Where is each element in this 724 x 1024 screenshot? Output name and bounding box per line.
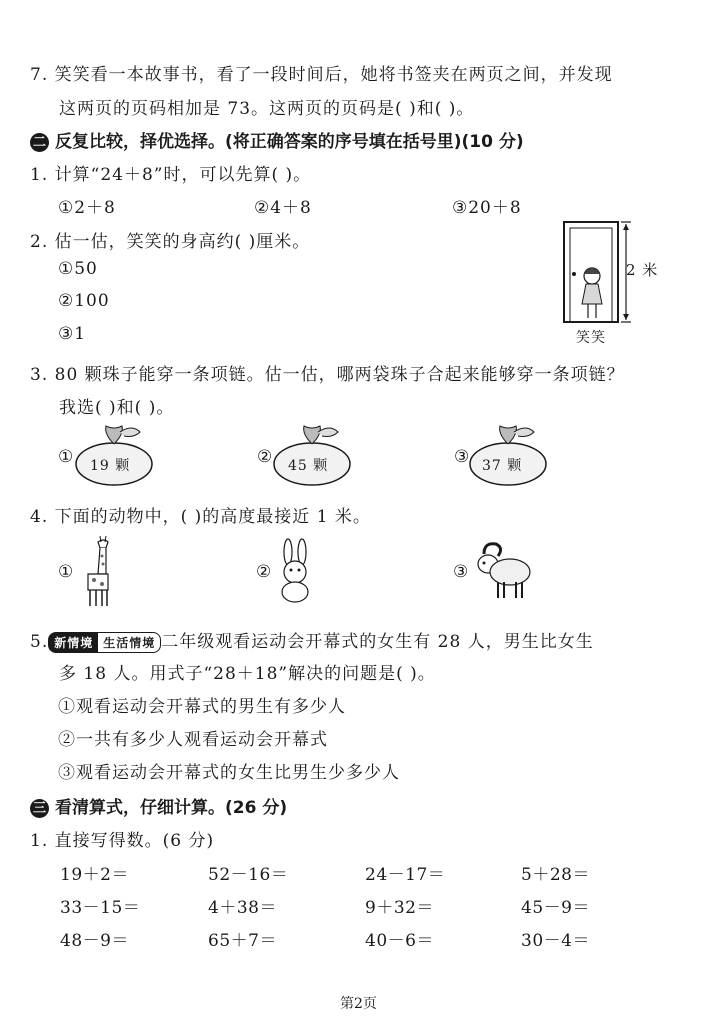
calc-item: 24－17＝ xyxy=(365,865,446,885)
s2-q5-text-line1: 二年级观看运动会开幕式的女生有 28 人，男生比女生 xyxy=(161,632,594,652)
page-number: 第2页 xyxy=(340,996,377,1012)
bag-3-label: 37 颗 xyxy=(482,458,523,474)
section2-header xyxy=(30,127,524,152)
s2-q2-text: 2. 估一估，笑笑的身高约( )厘米。 xyxy=(30,232,311,252)
q7-line1: 7. 笑笑看一本故事书，看了一段时间后，她将书签夹在两页之间，并发现 xyxy=(30,65,613,85)
calc-item: 9＋32＝ xyxy=(365,898,434,918)
s2-q3-line1: 3. 80 颗珠子能穿一条项链。估一估，哪两袋珠子合起来能够穿一条项链？ xyxy=(30,365,625,385)
s2-q2-option-2: ②100 xyxy=(58,291,110,311)
calc-item: 48－9＝ xyxy=(60,931,129,951)
q7-line2: 这两页的页码相加是 73。这两页的页码是( )和( )。 xyxy=(59,99,475,119)
calc-item: 4＋38＝ xyxy=(208,898,277,918)
s3-q1-text: 1. 直接写得数。(6 分) xyxy=(30,831,215,851)
s2-q5-option-3: ③观看运动会开幕式的女生比男生少多少人 xyxy=(58,763,400,783)
s2-q1-text: 1. 计算“24＋8”时，可以先算( )。 xyxy=(30,165,312,185)
bag-3-mark: ③ xyxy=(454,447,471,467)
s2-q2-option-1: ①50 xyxy=(58,259,98,279)
s2-q5-option-2: ②一共有多少人观看运动会开幕式 xyxy=(58,730,328,750)
calc-item: 40－6＝ xyxy=(365,931,434,951)
s2-q1-option-1: ①2＋8 xyxy=(58,198,116,218)
bag-2-image xyxy=(272,420,354,486)
bag-1-mark: ① xyxy=(58,447,75,467)
bag-3-image xyxy=(468,420,550,486)
section3-number: 三 xyxy=(30,799,49,818)
calc-item: 30－4＝ xyxy=(521,931,590,951)
s2-q5-line1 xyxy=(30,627,594,653)
s2-q1-option-2: ②4＋8 xyxy=(254,198,312,218)
section3-title: 看清算式，仔细计算。(26 分) xyxy=(55,798,288,818)
bag-1-label: 19 颗 xyxy=(90,458,131,474)
section2-title: 反复比较，择优选择。(将正确答案的序号填在括号里)(10 分) xyxy=(55,132,524,152)
s2-q1-option-3: ③20＋8 xyxy=(452,198,522,218)
section2-number: 二 xyxy=(30,133,49,152)
bag-1-image xyxy=(74,420,156,486)
s2-q2-option-3: ③1 xyxy=(58,324,87,344)
animal-1-mark: ① xyxy=(58,562,75,582)
new-context-tag: 新情境 xyxy=(48,632,99,653)
s2-q5-number: 5. xyxy=(30,632,49,652)
calc-item: 5＋28＝ xyxy=(521,865,590,885)
figure-name-label: 笑笑 xyxy=(576,330,606,346)
door-height-label: 2 米 xyxy=(626,261,659,279)
life-context-tag: 生活情境 xyxy=(97,632,161,653)
animal-2-mark: ② xyxy=(256,562,273,582)
giraffe-icon xyxy=(74,534,118,608)
s2-q5-option-1: ①观看运动会开幕式的男生有多少人 xyxy=(58,697,346,717)
calc-item: 65＋7＝ xyxy=(208,931,277,951)
bag-2-mark: ② xyxy=(257,447,274,467)
calc-item: 45－9＝ xyxy=(521,898,590,918)
sheep-icon xyxy=(470,540,534,602)
section3-header xyxy=(30,793,287,818)
calc-item: 33－15＝ xyxy=(60,898,141,918)
bag-2-label: 45 颗 xyxy=(288,458,329,474)
rabbit-icon xyxy=(272,538,318,604)
s2-q4-text: 4. 下面的动物中，( )的高度最接近 1 米。 xyxy=(30,507,371,527)
calc-item: 52－16＝ xyxy=(208,865,289,885)
animal-3-mark: ③ xyxy=(453,562,470,582)
s2-q3-line2: 我选( )和( )。 xyxy=(59,398,175,418)
s2-q5-line2: 多 18 人。用式子“28＋18”解决的问题是( )。 xyxy=(59,664,436,684)
calc-item: 19＋2＝ xyxy=(60,865,129,885)
